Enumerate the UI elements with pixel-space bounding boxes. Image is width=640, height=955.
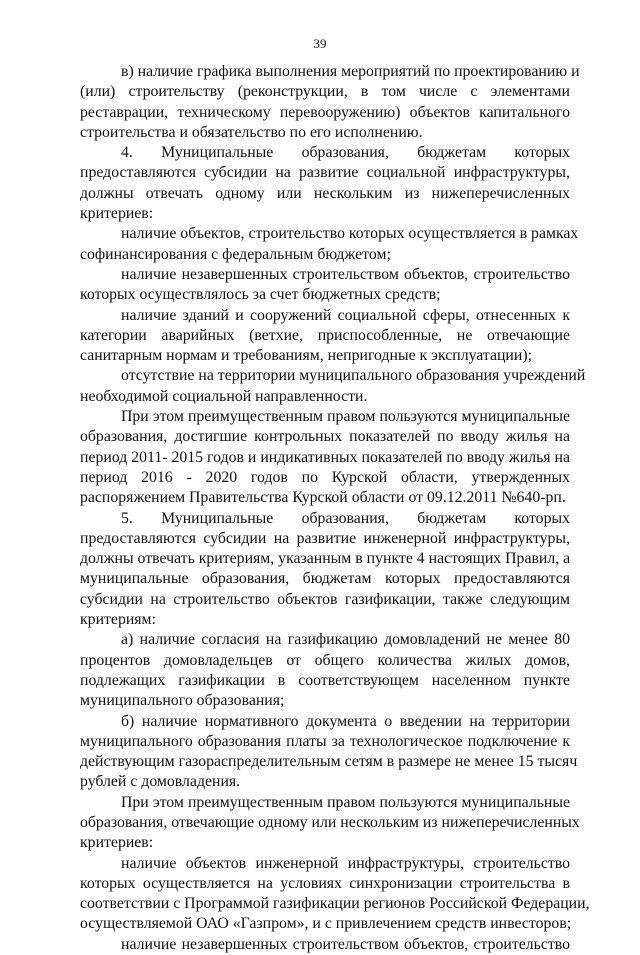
text-line: наличие объектов инженерной инфраструктуры, строительство <box>121 854 570 872</box>
text-line: распоряжением Правительства Курской области от 09.12.2011 №640-рп. <box>80 489 566 507</box>
text-line: период 2011- 2015 годов и индикативных показателей по вводу жилья на <box>80 448 570 466</box>
text-line: субсидии на строительство объектов газификации, также следующим <box>80 590 570 608</box>
text-line: отсутствие на территории муниципального образования учреждений <box>121 367 586 385</box>
text-line: подлежащих газификации в соответствующем населенном пункте <box>80 671 570 689</box>
text-line: образования, достигшие контрольных показателей по вводу жилья на <box>80 428 570 446</box>
text-line: действующим газораспределительным сетям в размере не менее 15 тысяч <box>80 753 578 771</box>
text-line: 5. Муниципальные образования, бюджетам которых <box>121 509 570 527</box>
text-line: муниципального образования платы за технологическое подключение к <box>80 732 570 750</box>
text-line: которых осуществляется на условиях синхронизации строительства в <box>80 874 570 892</box>
text-line: которых осуществлялось за счет бюджетных средств; <box>80 286 441 304</box>
text-line: предоставляются субсидии на развитие инженерной инфраструктуры, <box>80 529 570 547</box>
text-line: период 2016 - 2020 годов по Курской области, утвержденных <box>80 468 570 486</box>
text-line: процентов домовладельцев от общего количества жилых домов, <box>80 651 570 669</box>
body-text <box>80 62 590 955</box>
text-line: 4. Муниципальные образования, бюджетам которых <box>121 144 570 162</box>
text-line: а) наличие согласия на газификацию домовладений не менее 80 <box>121 631 570 649</box>
text-line: наличие незавершенных строительством объектов, строительство <box>121 265 570 283</box>
text-line: категории аварийных (ветхие, приспособленные, не отвечающие <box>80 326 570 344</box>
text-line: осуществляемой ОАО «Газпром», и с привлечением средств инвесторов; <box>80 915 572 933</box>
text-line: образования, отвечающие одному или нескольким из нижеперечисленных <box>80 813 580 831</box>
text-line: При этом преимущественным правом пользуются муниципальные <box>121 408 570 426</box>
text-line: муниципального образования; <box>80 692 285 710</box>
text-line: наличие объектов, строительство которых осуществляется в рамках <box>121 225 579 243</box>
text-line: необходимой социальной направленности. <box>80 387 368 405</box>
text-line: муниципальные образования, бюджетам которых предоставляются <box>80 570 570 588</box>
text-line: критериев: <box>80 205 154 223</box>
text-line: санитарным нормам и требованиям, непригодные к эксплуатации); <box>80 347 532 365</box>
text-line: предоставляются субсидии на развитие социальной инфраструктуры, <box>80 164 570 182</box>
text-line: наличие зданий и сооружений социальной сферы, отнесенных к <box>121 306 570 324</box>
text-line: должны отвечать критериям, указанным в пункте 4 настоящих Правил, а <box>80 550 571 568</box>
text-line: в) наличие графика выполнения мероприятий по проектированию и <box>121 63 580 80</box>
text-line: реставрации, техническому перевооружению) объектов капитального <box>80 103 570 121</box>
text-line: соответствии с Программой газификации регионов Российской Федерации, <box>80 895 590 913</box>
text-line: При этом преимущественным правом пользуются муниципальные <box>121 793 570 811</box>
text-line: должны отвечать одному или нескольким из нижеперечисленных <box>80 184 570 202</box>
text-line: б) наличие нормативного документа о введении на территории <box>121 712 570 730</box>
text-line: наличие незавершенных строительством объектов, строительство <box>121 935 570 953</box>
text-line: критериям: <box>80 611 156 629</box>
text-line: рублей с домовладения. <box>80 773 241 791</box>
page-number: 39 <box>313 36 327 51</box>
text-line: (или) строительству (реконструкции, в том числе с элементами <box>80 83 570 101</box>
text-line: строительства и обязательство по его исполнению. <box>80 123 423 141</box>
text-line: софинансирования с федеральным бюджетом; <box>80 245 391 263</box>
text-line: критериев: <box>80 834 154 852</box>
